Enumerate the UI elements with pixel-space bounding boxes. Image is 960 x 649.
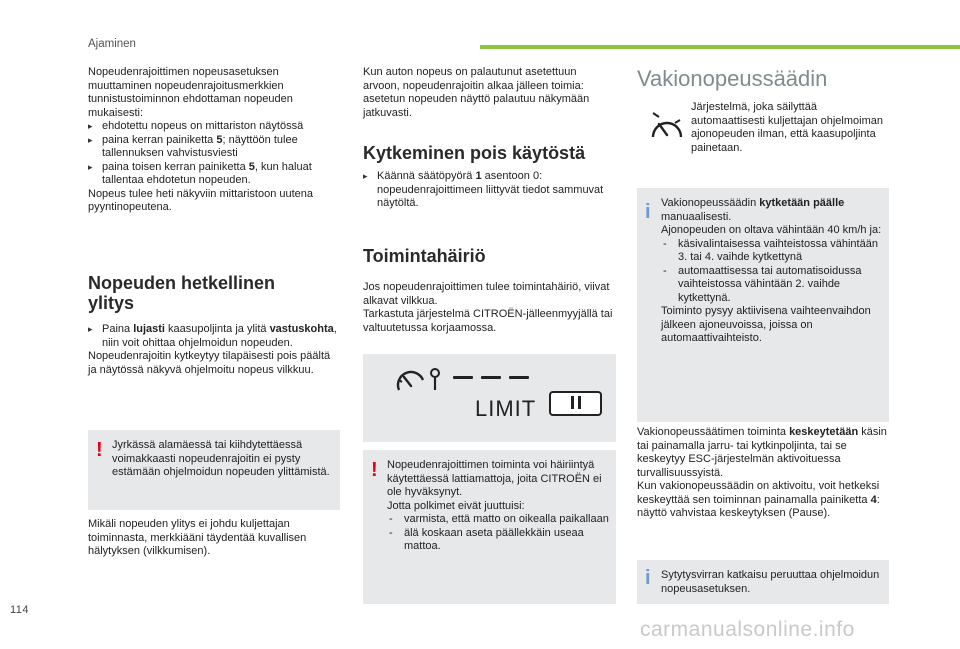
info-box-activation	[637, 188, 889, 422]
overtake-section	[88, 323, 340, 377]
fault-section	[363, 281, 616, 335]
warning-box-mats	[363, 450, 616, 604]
speed-dash	[481, 376, 501, 379]
dash-item: - varmista, että matto on oikealla paikallaan	[387, 513, 610, 527]
bottom-text: Mikäli nopeuden ylitys ei johdu kuljettajan toiminnasta, merkkiääni täydentää kuvallisen hälytyksen (vilkkumisen).	[88, 518, 307, 557]
dash-item: - käsivalintaisessa vaihteistossa vähintään 3. tai 4. vaihde kytkettynä	[661, 238, 883, 265]
pause-button-illustration	[549, 391, 602, 416]
dash-item: - älä koskaan aseta päällekkäin useaa mattoa.	[387, 527, 610, 554]
fault-text: Jos nopeudenrajoittimen tulee toimintahäiriö, viivat alkavat vilkkua.	[363, 281, 610, 307]
speedometer-limit-icon	[393, 366, 443, 394]
warning-icon: !	[96, 439, 103, 461]
intro-paragraph	[88, 66, 340, 215]
info-icon: i	[645, 201, 651, 223]
off-section	[363, 170, 616, 211]
intro-line: muuttaminen nopeudenrajoitusmerkkien	[88, 79, 284, 92]
warning-text: Jyrkässä alamäessä tai kiihdytettäessä voimakkaasti nopeudenrajoitin ei pysty estämään ohjelmoidun nopeuden ylittämistä.	[112, 439, 330, 478]
heading-overtake: Nopeuden hetkellinen ylitys	[88, 273, 276, 313]
bullet-item: ▸ paina toisen kerran painiketta 5, kun haluat tallentaa ehdotetun nopeuden.	[88, 161, 340, 188]
info-content: Vakionopeussäädin kytketään päälle manuaalisesti. Ajonopeuden on oltava vähintään 40 km/h ja: - käsivalintaisessa vaihteistossa vähintään 3. tai 4. vaihde kytkettynä - automaattisessa tai automatisoidussa vaihteistossa vähintään 2. vaihde kytkettynä. Toiminto pysyy aktiivisena vaihteenvaihdon jälkeen ajoneuvoissa, joissa on automaattivaihteisto.	[661, 197, 883, 346]
cruise-intro: Järjestelmä, joka säilyttää automaattisesti kuljettajan ohjelmoiman ajonopeuden ilman, että kaasupoljinta painetaan.	[691, 101, 883, 154]
info-icon: i	[645, 567, 651, 589]
page-number: 114	[10, 604, 30, 616]
warning-icon: !	[371, 459, 378, 481]
interruption-section: Vakionopeussäätimen toiminta keskeytetään käsin tai painamalla jarru- tai kytkinpoljinta, tai se keskeytyy ESC-järjestelmän aktivoituessa turvallisuussyistä. Kun vakionopeussäädin on aktivoitu, voit hetkeksi keskeyttää sen toiminnan painamalla painiketta 4: näyttö vahvistaa keskeytyksen (Pause).	[637, 426, 887, 519]
intro-line: tunnistustoiminnon ehdottaman nopeuden	[88, 93, 293, 105]
speed-dash	[509, 376, 529, 379]
heading-off: Kytkeminen pois käytöstä	[363, 143, 586, 163]
warning-content: Nopeudenrajoittimen toiminta voi häiriintyä käytettäessä lattiamattoja, joita CITROËN ei ole hyväksynyt. Jotta polkimet eivät juuttuisi: - varmista, että matto on oikealla paikallaan - älä koskaan aseta päällekkäin useaa mattoa.	[387, 459, 610, 554]
cruise-control-icon	[649, 111, 685, 141]
limit-label: LIMIT	[475, 396, 537, 421]
heading-fault: Toimintahäiriö	[363, 246, 486, 266]
watermark: carmanualsonline.info	[640, 618, 855, 641]
dash-item: - automaattisessa tai automatisoidussa vaihteistossa vähintään 2. vaihde kytkettynä.	[661, 265, 883, 306]
limit-display-illustration	[363, 354, 616, 442]
outro-text: Nopeus tulee heti näkyviin mittaristoon uutena pyyntinopeutena.	[88, 187, 314, 213]
page-section-title: Vakionopeussäädin	[637, 66, 828, 91]
warning-box	[88, 430, 340, 510]
overtake-text: Nopeudenrajoitin kytkeytyy tilapäisesti pois päältä ja näytössä näkyvä ohjelmoitu nopeus vilkkuu.	[88, 350, 331, 376]
speed-dash	[453, 376, 473, 379]
section-color-bar	[480, 45, 960, 49]
section-title: Ajaminen	[88, 38, 136, 50]
pause-icon	[551, 393, 600, 414]
intro-line: mukaisesti:	[88, 106, 144, 119]
intro-line: Nopeudenrajoittimen nopeusasetuksen	[88, 66, 279, 78]
bullet-item: ▸ Käännä säätöpyörä 1 asentoon 0: nopeudenrajoittimeen liittyvät tiedot sammuvat näytöltä.	[363, 170, 616, 211]
resume-text: Kun auton nopeus on palautunut asetettuun arvoon, nopeudenrajoitin alkaa jälleen toimia: asetetun nopeuden näyttö palautuu näkymään jatkuvasti.	[363, 66, 590, 119]
bullet-item: ▸ ehdotettu nopeus on mittariston näytössä	[88, 120, 340, 134]
fault-text-2: Tarkastuta järjestelmä CITROËN-jälleenmyyjällä tai valtuutetussa korjaamossa.	[363, 308, 613, 334]
info-ignition-text: Sytytysvirran katkaisu peruuttaa ohjelmoidun nopeusasetuksen.	[661, 569, 880, 595]
bullet-item: ▸ Paina lujasti kaasupoljinta ja ylitä vastuskohta, niin voit ohittaa ohjelmoidun nopeuden.	[88, 323, 340, 350]
bullet-item: ▸ paina kerran painiketta 5; näyttöön tulee tallennuksen vahvistusviesti	[88, 134, 340, 161]
info-box-ignition	[637, 560, 889, 604]
